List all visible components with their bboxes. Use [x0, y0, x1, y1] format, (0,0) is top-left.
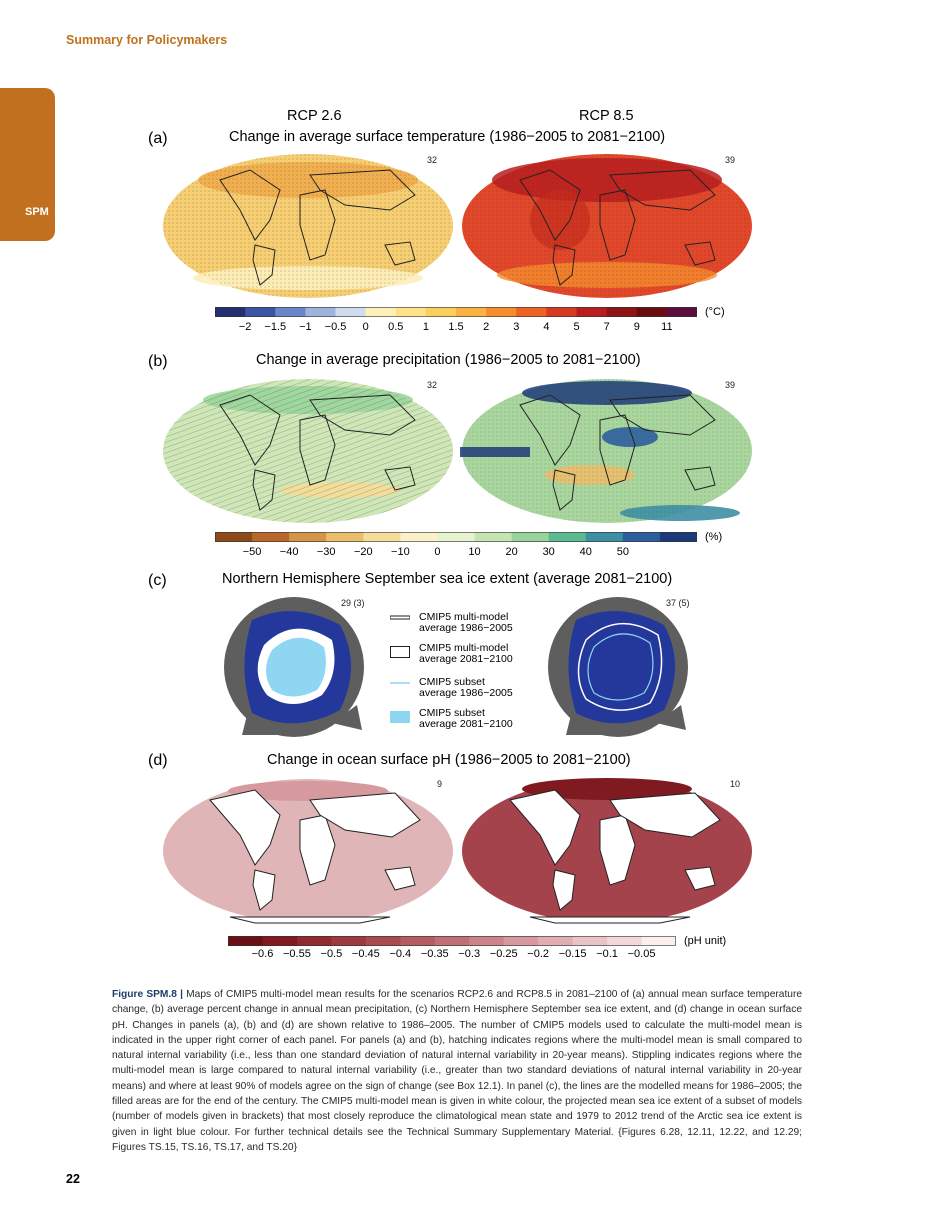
panel-d-colorbar-segment — [366, 936, 401, 946]
panel-c-right-polar-map — [546, 595, 690, 739]
panel-d-colorbar-segment — [504, 936, 539, 946]
page-number: 22 — [66, 1172, 80, 1186]
legend-swatch-white-fill — [390, 646, 410, 658]
panel-d-tick-label: −0.15 — [558, 948, 587, 960]
panel-a-colorbar-segment — [577, 307, 608, 317]
panel-d-title: Change in ocean surface pH (1986−2005 to 2081−2100) — [267, 752, 631, 768]
legend-item-subset-2081 — [390, 708, 530, 728]
panel-d-colorbar-segment — [400, 936, 435, 946]
panel-b-colorbar-segment — [512, 532, 550, 542]
panel-a-colorbar-segment — [396, 307, 427, 317]
panel-a-colorbar-segment — [486, 307, 517, 317]
panel-a-tick-label: 3 — [513, 321, 520, 333]
panel-a-tick-label: 4 — [543, 321, 550, 333]
panel-d-right-model-count: 10 — [730, 779, 741, 789]
panel-d-label: (d) — [148, 752, 168, 769]
panel-a-label: (a) — [148, 130, 168, 147]
legend-swatch-blue-fill — [390, 711, 410, 723]
panel-b-tick-label: −50 — [242, 546, 262, 558]
panel-a-tick-label: 7 — [603, 321, 610, 333]
figure-caption — [112, 987, 802, 1155]
panel-b-tick-label: −10 — [391, 546, 410, 558]
panel-b-colorbar-segment — [400, 532, 438, 542]
panel-a-colorbar-segment — [456, 307, 487, 317]
panel-d-tick-label: −0.35 — [420, 948, 449, 960]
panel-d-colorbar-segment — [538, 936, 573, 946]
panel-b-colorbar-segment — [437, 532, 475, 542]
legend-swatch-white-line — [390, 615, 410, 623]
panel-d-unit: (pH unit) — [684, 935, 727, 947]
panel-d-colorbar — [228, 936, 676, 946]
panel-a-maps — [160, 150, 760, 300]
panel-a-colorbar — [215, 307, 697, 317]
legend-swatch-blue-line — [390, 680, 410, 686]
panel-b-colorbar-segment — [363, 532, 401, 542]
panel-c-legend — [390, 612, 530, 739]
panel-d-left-model-count: 9 — [437, 779, 443, 789]
panel-a-colorbar-segment — [607, 307, 638, 317]
panel-d-colorbar-segment — [607, 936, 642, 946]
legend-label: CMIP5 multi-model — [419, 611, 509, 623]
panel-a-tick-label: −2 — [238, 321, 252, 333]
legend-label: CMIP5 multi-model — [419, 642, 509, 654]
panel-a-tick-label: 5 — [573, 321, 580, 333]
panel-a-tick-label: −1 — [299, 321, 312, 333]
panel-b-tick-label: 40 — [579, 546, 592, 558]
legend-item-subset-1986 — [390, 677, 530, 697]
panel-b-maps — [160, 375, 760, 525]
panel-d-tick-label: −0.6 — [251, 948, 274, 960]
panel-b-right-model-count: 39 — [725, 380, 736, 390]
panel-d-tick-label: −0.3 — [458, 948, 481, 960]
panel-a-colorbar-segment — [305, 307, 336, 317]
panel-b-tick-label: 30 — [542, 546, 555, 558]
panel-d-tick-label: −0.1 — [596, 948, 618, 960]
legend-label: average 2081−2100 — [419, 718, 513, 730]
panel-b-colorbar-segment — [549, 532, 587, 542]
panel-a-colorbar-segment — [245, 307, 276, 317]
panel-b-tick-label: 20 — [505, 546, 518, 558]
panel-b-colorbar-segment — [475, 532, 513, 542]
panel-b-colorbar-segment — [252, 532, 290, 542]
panel-a-colorbar-segment — [215, 307, 246, 317]
panel-b-tick-label: −30 — [316, 546, 336, 558]
panel-b-colorbar-segment — [215, 532, 253, 542]
panel-c-label: (c) — [148, 572, 167, 589]
panel-d-colorbar-segment — [435, 936, 470, 946]
panel-c-left-model-count: 29 (3) — [341, 598, 365, 608]
panel-a-colorbar-segment — [667, 307, 697, 317]
panel-d-colorbar-segment — [642, 936, 676, 946]
panel-a-right-model-count: 39 — [725, 155, 736, 165]
panel-d-colorbar-segment — [573, 936, 608, 946]
panel-b-colorbar-segment — [326, 532, 364, 542]
panel-b-colorbar-segment — [289, 532, 327, 542]
panel-d-tick-label: −0.5 — [320, 948, 343, 960]
legend-item-multimodel-2081 — [390, 643, 530, 663]
panel-b-title: Change in average precipitation (1986−2005 to 2081−2100) — [256, 352, 641, 368]
panel-c-left-polar-map — [222, 595, 366, 739]
panel-a-unit: (°C) — [705, 306, 725, 318]
panel-b-tick-label: 0 — [434, 546, 441, 558]
panel-b-label: (b) — [148, 353, 168, 370]
legend-label: average 2081−2100 — [419, 653, 513, 665]
panel-a-tick-label: 2 — [483, 321, 490, 333]
panel-c-right-model-count: 37 (5) — [666, 598, 690, 608]
legend-label: average 1986−2005 — [419, 622, 513, 634]
running-header: Summary for Policymakers — [66, 33, 228, 47]
scenario-right-label: RCP 8.5 — [579, 108, 634, 124]
panel-d-tick-label: −0.4 — [389, 948, 412, 960]
panel-b-colorbar — [215, 532, 697, 542]
panel-b-tick-label: −20 — [353, 546, 373, 558]
panel-d-maps — [160, 775, 760, 927]
panel-b-tick-label: 50 — [616, 546, 629, 558]
panel-a-colorbar-segment — [516, 307, 547, 317]
panel-a-tick-label: 11 — [661, 321, 673, 333]
panel-d-tick-label: −0.45 — [351, 948, 380, 960]
scenario-left-label: RCP 2.6 — [287, 108, 342, 124]
spm-side-tab — [0, 88, 55, 241]
panel-a-title: Change in average surface temperature (1986−2005 to 2081−2100) — [229, 129, 666, 145]
figure-caption-text: Maps of CMIP5 multi-model mean results for the scenarios RCP2.6 and RCP8.5 in 2081–2100 of (a) annual mean surface temperature change, (b) average percent change in annual mean precipitation, (c) Northern Hemisphere September sea ice extent, and (d) change in ocean surface pH. Changes in panels (a), (b) and (d) are shown relative to 1986–2005. The number of CMIP5 models used to calculate the multi-model mean is indicated in the upper right corner of each panel. For panels (a) and (b), hatching indicates regions where the multi-model mean is small compared to natural internal variability (i.e., less than one standard deviation of natural internal variability in 20-year means). Stippling indicates regions where the multi-model mean is large compared to natural internal variability (i.e., greater than two standard deviations of natural internal variability in 20-year means) and where at least 90% of models agree on the sign of change (see Box 12.1). In panel (c), the lines are the modelled means for 1986–2005; the filled areas are for the end of the century. The CMIP5 multi-model mean is given in white colour, the projected mean sea ice extent of a subset of models (number of models given in brackets) that most closely reproduce the climatological mean state and 1979 to 2012 trend of the Arctic sea ice extent is given in light blue colour. For further technical details see the Technical Summary Supplementary Material. {Figures 6.28, 12.11, 12.22, and 12.29; Figures TS.15, TS.16, TS.17, and TS.20} — [112, 989, 802, 1153]
panel-a-colorbar-segment — [426, 307, 457, 317]
panel-b-colorbar-segment — [586, 532, 624, 542]
panel-a-tick-label: 0.5 — [388, 321, 404, 333]
panel-d-colorbar-segment — [331, 936, 366, 946]
panel-b-left-model-count: 32 — [427, 380, 438, 390]
panel-b-tick-label: 10 — [468, 546, 481, 558]
panel-d-tick-label: −0.05 — [627, 948, 656, 960]
panel-c-title: Northern Hemisphere September sea ice extent (average 2081−2100) — [222, 571, 673, 587]
panel-b-colorbar-segment — [623, 532, 661, 542]
panel-d-tick-label: −0.2 — [527, 948, 549, 960]
legend-item-multimodel-1986 — [390, 612, 530, 632]
panel-a-left-model-count: 32 — [427, 155, 438, 165]
panel-a-tick-label: −0.5 — [324, 321, 347, 333]
panel-a-colorbar-segment — [366, 307, 397, 317]
panel-a-colorbar-segment — [336, 307, 367, 317]
panel-b-tick-label: −40 — [279, 546, 299, 558]
legend-label: CMIP5 subset — [419, 676, 485, 688]
panel-a-colorbar-segment — [637, 307, 668, 317]
panel-a-colorbar-segment — [546, 307, 577, 317]
side-tab-label: SPM — [25, 206, 49, 218]
legend-label: average 1986−2005 — [419, 687, 513, 699]
panel-a-tick-label: 1 — [422, 321, 429, 333]
panel-d-colorbar-segment — [228, 936, 263, 946]
panel-a-tick-label: −1.5 — [264, 321, 287, 333]
panel-d-colorbar-segment — [262, 936, 297, 946]
panel-b-colorbar-segment — [660, 532, 697, 542]
panel-a-tick-label: 1.5 — [448, 321, 464, 333]
figure-caption-label: Figure SPM.8 | — [112, 989, 183, 1000]
panel-b-unit: (%) — [705, 531, 723, 543]
panel-d-tick-label: −0.25 — [489, 948, 518, 960]
panel-a-tick-label: 9 — [633, 321, 640, 333]
panel-d-colorbar-segment — [469, 936, 504, 946]
panel-a-colorbar-segment — [275, 307, 306, 317]
panel-d-tick-label: −0.55 — [283, 948, 311, 960]
panel-a-tick-label: 0 — [362, 321, 369, 333]
legend-label: CMIP5 subset — [419, 707, 485, 719]
panel-d-colorbar-segment — [297, 936, 332, 946]
